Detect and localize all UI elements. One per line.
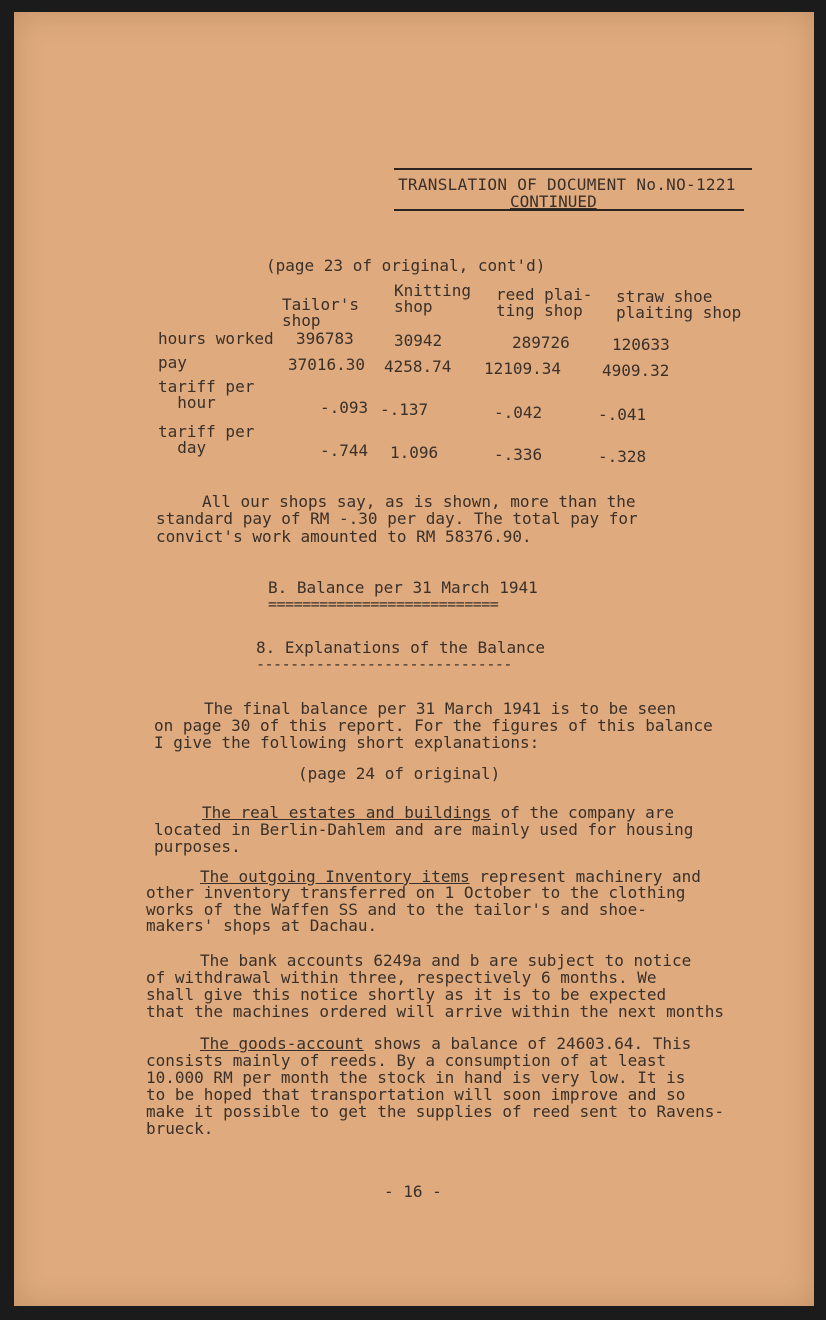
page-note-24: (page 24 of original): [298, 764, 501, 783]
row-label-hours-worked: hours worked: [158, 329, 274, 348]
bank-line-4: that the machines ordered will arrive within the next months: [146, 1002, 724, 1021]
intro-line-3: I give the following short explanations:: [154, 733, 540, 752]
row-label-pay: pay: [158, 353, 187, 372]
inventory-line-2: other inventory transferred on 1 October to the clothing: [146, 883, 686, 902]
page-note-23: (page 23 of original, cont'd): [266, 256, 546, 275]
real-estate-underlined: The real estates and buildings: [202, 803, 491, 822]
goods-underlined: The goods-account: [200, 1034, 364, 1053]
document-page: [14, 12, 814, 1306]
column-header-tailor: Tailor's shop: [282, 295, 360, 330]
inventory-line-3: works of the Waffen SS and to the tailor's and shoe-: [146, 900, 647, 919]
shops-paragraph-line-1: All our shops say, as is shown, more than the: [202, 492, 636, 511]
shops-paragraph-line-2: standard pay of RM -.30 per day. The total pay for: [156, 509, 638, 528]
goods-line-5: make it possible to get the supplies of reed sent to Ravens-: [146, 1102, 724, 1121]
real-estate-line-2: located in Berlin-Dahlem and are mainly used for housing: [154, 820, 694, 839]
header-bottom-rule: [394, 209, 744, 211]
goods-line-6: brueck.: [146, 1119, 214, 1138]
column-header-reed: reed plai- ting shop: [496, 285, 593, 320]
document-title: TRANSLATION OF DOCUMENT No.NO-1221: [398, 175, 736, 194]
goods-line-2: consists mainly of reeds. By a consumption of at least: [146, 1051, 667, 1070]
real-estate-rest: of the company are: [490, 803, 675, 822]
cell-hours-reed: 289726: [512, 333, 570, 352]
cell-tariff-day-knitting: 1.096: [390, 443, 439, 462]
section-8-rule: ------------------------------: [256, 655, 512, 673]
intro-line-1: The final balance per 31 March 1941 is to be seen: [204, 699, 677, 718]
goods-line-1: [200, 1036, 691, 1052]
header-top-rule: [394, 168, 752, 170]
section-b-heading: B. Balance per 31 March 1941: [268, 578, 538, 597]
goods-rest: shows a balance of 24603.64. This: [363, 1034, 692, 1053]
inventory-underlined: The outgoing Inventory items: [200, 867, 470, 886]
bank-line-3: shall give this notice shortly as it is to be expected: [146, 985, 667, 1004]
section-b-rule: ===========================: [268, 595, 499, 613]
inventory-line-4: makers' shops at Dachau.: [146, 916, 378, 935]
real-estate-line-3: purposes.: [154, 837, 241, 856]
page-number: - 16 -: [384, 1182, 442, 1201]
column-header-straw: straw shoe plaiting shop: [616, 287, 742, 322]
shops-paragraph-line-3: convict's work amounted to RM 58376.90.: [156, 527, 532, 546]
cell-pay-knitting: 4258.74: [384, 357, 452, 376]
section-8-heading: 8. Explanations of the Balance: [256, 638, 545, 657]
goods-line-4: to be hoped that transportation will soon improve and so: [146, 1085, 686, 1104]
cell-tariff-hour-straw: -.041: [598, 405, 647, 424]
column-header-knitting: Knitting shop: [394, 281, 472, 316]
cell-tariff-hour-reed: -.042: [494, 403, 543, 422]
cell-pay-straw: 4909.32: [602, 361, 670, 380]
cell-hours-tailor: 396783: [296, 329, 354, 348]
row-label-tariff-hour: tariff per hour: [158, 377, 255, 412]
cell-tariff-day-straw: -.328: [598, 447, 647, 466]
cell-hours-knitting: 30942: [394, 331, 443, 350]
real-estate-line-1: [202, 805, 674, 821]
cell-hours-straw: 120633: [612, 335, 670, 354]
inventory-rest: represent machinery and: [469, 867, 701, 886]
goods-line-3: 10.000 RM per month the stock in hand is very low. It is: [146, 1068, 686, 1087]
row-label-tariff-day: tariff per day: [158, 422, 255, 457]
intro-line-2: on page 30 of this report. For the figures of this balance: [154, 716, 713, 735]
bank-line-2: of withdrawal within three, respectively 6 months. We: [146, 968, 657, 987]
cell-tariff-hour-tailor: -.093: [320, 398, 369, 417]
cell-tariff-day-reed: -.336: [494, 445, 543, 464]
cell-tariff-day-tailor: -.744: [320, 441, 369, 460]
cell-tariff-hour-knitting: -.137: [380, 400, 429, 419]
document-subtitle: CONTINUED: [510, 192, 597, 211]
cell-pay-reed: 12109.34: [484, 359, 562, 378]
bank-line-1: The bank accounts 6249a and b are subject to notice: [200, 951, 692, 970]
cell-pay-tailor: 37016.30: [288, 355, 366, 374]
